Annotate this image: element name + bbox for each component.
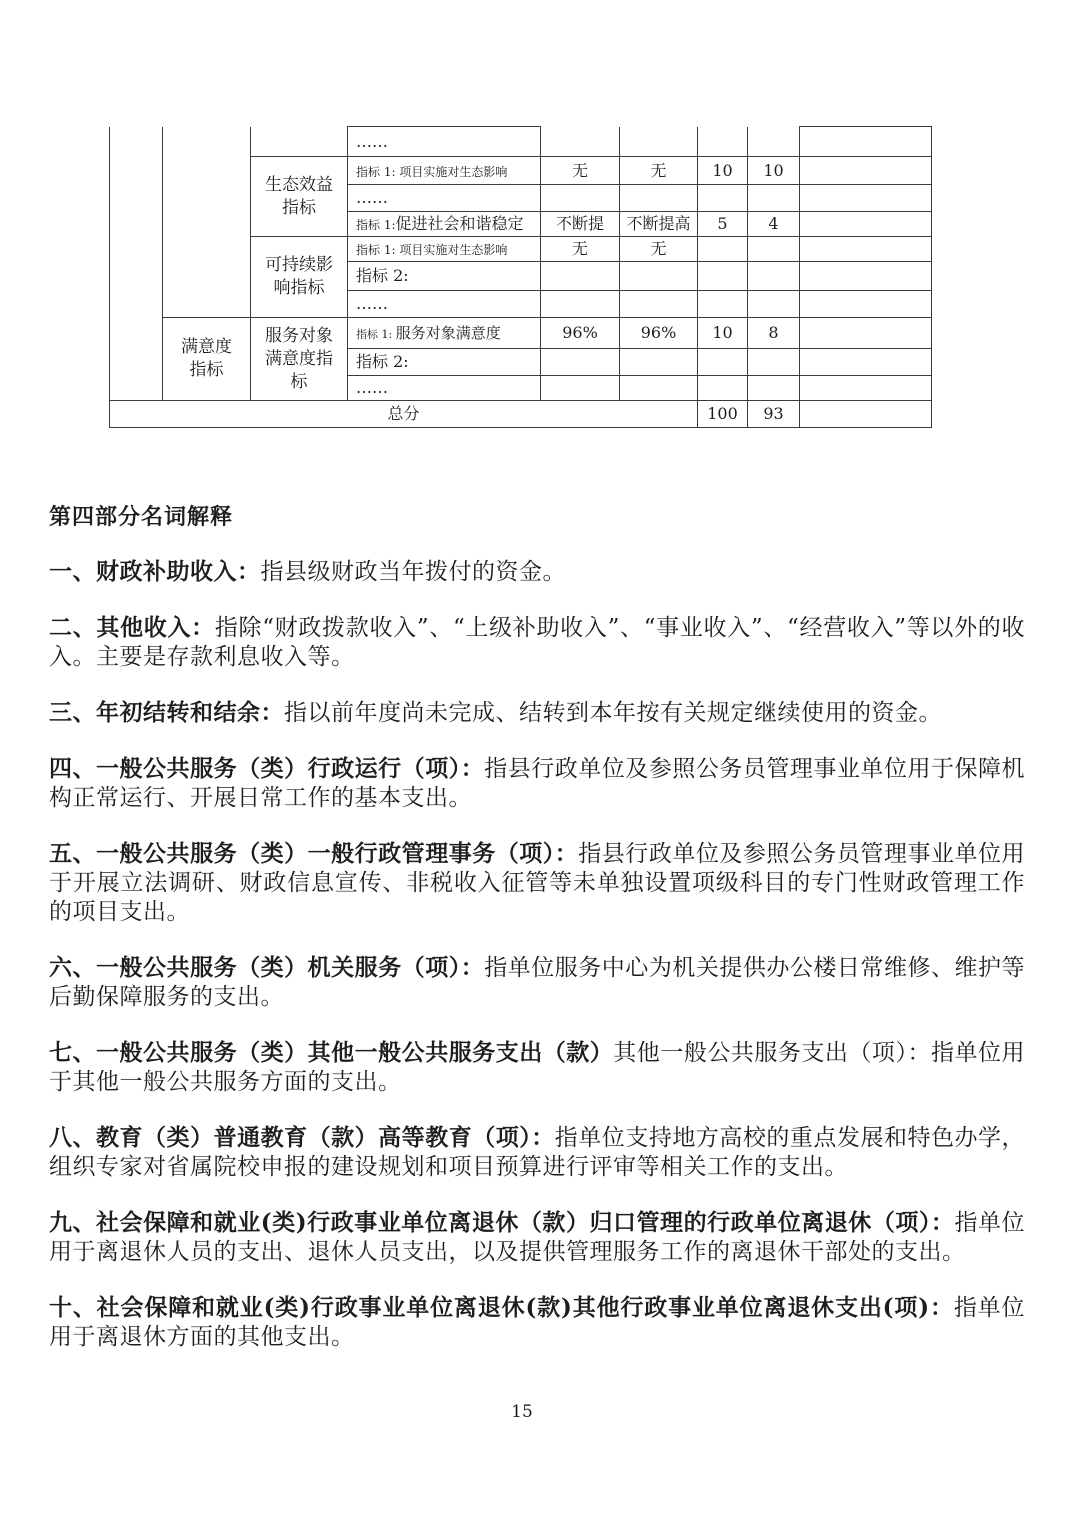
table-cell-notes [800,212,932,237]
glossary-item [49,613,1025,672]
glossary-definition: 指县行政单位及参照公务员管理事业单位用于开展立法调研、财政信息宣传、非税收入征管等未单独设置项级科目的专门性财政管理工作的项目支出。 [49,841,1026,925]
table-cell-total-full-score: 100 [698,401,748,428]
indicator-text: 项目实施对生态影响 [399,243,508,257]
table-cell-full-score: 5 [698,212,748,237]
table-cell-notes [800,185,932,212]
table-cell-full-score [698,237,748,262]
table-cell-score [748,262,800,291]
table-cell-value2 [620,262,698,291]
table-cell-total-label: 总分 [110,401,698,428]
indicator-text: 促进社会和谐稳定 [395,214,524,233]
table-cell-indicator: 指标 2: [348,262,541,291]
glossary-definition: 指单位用于离退休人员的支出、退休人员支出，以及提供管理服务工作的离退休干部处的支出。 [49,1210,1026,1265]
table-cell-score [748,237,800,262]
table-cell-score: 4 [748,212,800,237]
table-cell-value1: 无 [541,237,620,262]
table-cell-value2 [620,291,698,318]
glossary-term: 九、社会保障和就业(类)行政事业单位离退休（款）归口管理的行政单位离退休（项）： [49,1209,955,1236]
table-cell-indicator: …… [348,376,541,401]
glossary-term: 十、社会保障和就业(类)行政事业单位离退休(款)其他行政事业单位离退休支出(项)： [49,1294,954,1321]
table-cell-satisfaction-category: 满意度指标 [163,318,251,401]
table-cell-value2 [620,185,698,212]
table-cell-full-score: 10 [698,318,748,349]
glossary-term: 一、财政补助收入： [49,558,261,585]
table-cell-indicator: …… [348,127,541,157]
table-cell-full-score: 10 [698,157,748,185]
table-cell-total-score: 93 [748,401,800,428]
glossary-definition: 指县级财政当年拨付的资金。 [260,559,566,585]
page-number: 15 [511,1402,533,1422]
table-cell-indicator [348,212,541,237]
table-cell-score [748,349,800,376]
table-cell-score [748,127,800,157]
indicator-prefix: 指标 1: [356,243,400,257]
glossary-item [49,698,1025,728]
glossary-definition: 指除“财政拨款收入”、“上级补助收入”、“事业收入”、“经营收入”等以外的收入。主要是存款利息收入等。 [49,615,1025,670]
glossary-item [49,557,1025,587]
table-cell-indicator [348,157,541,185]
table-cell-value1: 无 [541,157,620,185]
table-cell-value1: 96% [541,318,620,349]
table-cell-indicator [348,318,541,349]
table-cell-score [748,376,800,401]
glossary-term: 五、一般公共服务（类）一般行政管理事务（项）： [49,840,579,867]
table-cell-score [748,291,800,318]
table-cell-eco-benefit-category: 生态效益指标 [251,157,348,237]
indicator-text: 项目实施对生态影响 [399,164,508,179]
table-cell-score: 10 [748,157,800,185]
table-cell-full-score [698,262,748,291]
table-cell-value2 [620,376,698,401]
table-cell-value1 [541,349,620,376]
indicator-prefix: 指标 1: [356,164,400,179]
table-cell-full-score [698,127,748,157]
glossary-item [49,1038,1025,1097]
indicator-prefix: 指标 1: [356,328,396,341]
glossary-term: 二、其他收入： [49,614,215,641]
glossary-item [49,1293,1025,1352]
glossary-section [49,500,1025,1352]
glossary-heading: 第四部分名词解释 [49,504,234,530]
table-cell-service-satisfaction-category: 服务对象满意度指标 [251,318,348,401]
glossary-definition: 指以前年度尚未完成、结转到本年按有关规定继续使用的资金。 [284,700,942,726]
glossary-item [49,839,1025,927]
table-cell-notes [800,127,932,157]
performance-score-table [109,126,932,428]
glossary-definition: 指单位用于离退休方面的其他支出。 [49,1295,1026,1350]
indicator-prefix: 指标 1: [356,218,396,232]
table-row [110,127,932,157]
table-cell-value2: 无 [620,157,698,185]
table-cell-notes [800,291,932,318]
table-cell-subcategory [251,127,348,157]
table-cell-level2-category [163,127,251,318]
table-row [110,318,932,349]
glossary-definition: 指单位服务中心为机关提供办公楼日常维修、维护等后勤保障服务的支出。 [49,955,1026,1010]
table-cell-notes [800,237,932,262]
table-cell-value2 [620,127,698,157]
table-cell-indicator: …… [348,291,541,318]
glossary-term: 七、一般公共服务（类）其他一般公共服务支出（款） [49,1039,614,1066]
table-cell-value2: 无 [620,237,698,262]
table-cell-notes [800,157,932,185]
table-cell-indicator [348,237,541,262]
table-cell-full-score [698,349,748,376]
table-cell-full-score [698,185,748,212]
glossary-item [49,754,1025,813]
glossary-definition: 其他一般公共服务支出（项）：指单位用于其他一般公共服务方面的支出。 [49,1040,1026,1095]
glossary-term: 六、一般公共服务（类）机关服务（项）： [49,954,485,981]
glossary-term: 四、一般公共服务（类）行政运行（项）： [49,755,485,782]
glossary-definition: 指单位支持地方高校的重点发展和特色办学，组织专家对省属院校申报的建设规划和项目预算进行评审等相关工作的支出。 [49,1125,1026,1180]
table-cell-value1: 不断提 [541,212,620,237]
table-cell-notes [800,318,932,349]
table-cell-full-score [698,376,748,401]
table-cell-notes [800,401,932,428]
table-cell-full-score [698,291,748,318]
table-cell-score: 8 [748,318,800,349]
table-cell-value2: 96% [620,318,698,349]
table-cell-notes [800,262,932,291]
glossary-definition: 指县行政单位及参照公务员管理事业单位用于保障机构正常运行、开展日常工作的基本支出。 [49,756,1026,811]
glossary-term: 三、年初结转和结余： [49,699,284,726]
table-cell-value2: 不断提高 [620,212,698,237]
table-cell-level1-category [110,127,163,401]
table-cell-value1 [541,291,620,318]
table-cell-score [748,185,800,212]
indicator-text: 服务对象满意度 [395,324,501,342]
table-cell-notes [800,376,932,401]
table-cell-sustainable-impact-category: 可持续影响指标 [251,237,348,318]
table-cell-value1 [541,376,620,401]
glossary-item [49,1123,1025,1182]
glossary-item [49,953,1025,1012]
table-cell-indicator: 指标 2: [348,349,541,376]
table-row-total [110,401,932,428]
table-cell-value1 [541,262,620,291]
table-cell-notes [800,349,932,376]
table-cell-value1 [541,185,620,212]
glossary-item [49,1208,1025,1267]
table-cell-value2 [620,349,698,376]
table-cell-indicator: …… [348,185,541,212]
table-cell-value1 [541,127,620,157]
glossary-term: 八、教育（类）普通教育（款）高等教育（项）： [49,1124,555,1151]
